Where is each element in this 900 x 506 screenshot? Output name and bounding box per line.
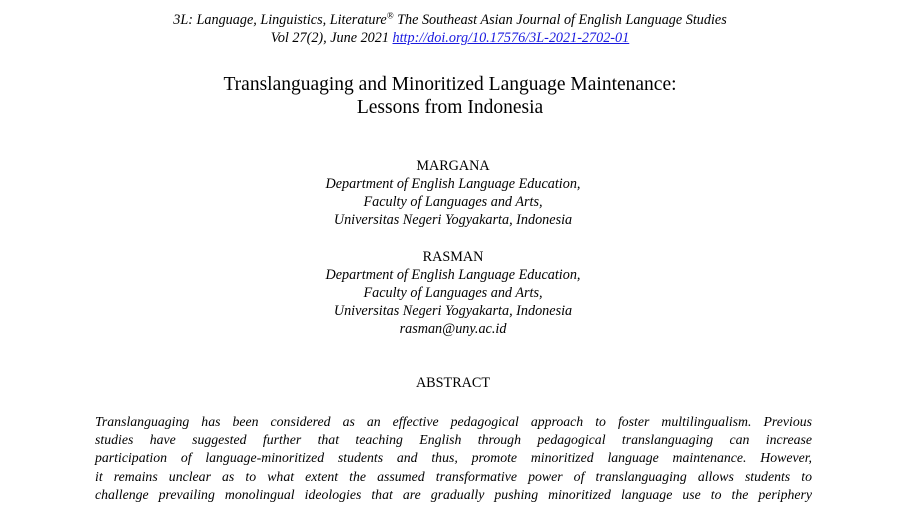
author-affiliation-line: Universitas Negeri Yogyakarta, Indonesia [333, 303, 573, 319]
author-affiliation-line: Faculty of Languages and Arts, [363, 285, 543, 301]
abstract-line: it remains unclear as to what extent the assumed transformative power of translanguaging allows students to [95, 468, 812, 484]
author-affiliation-line: Universitas Negeri Yogyakarta, Indonesia [333, 212, 573, 228]
author-block [0, 157, 900, 229]
title-line-2: Lessons from Indonesia [356, 97, 544, 118]
journal-volume: Vol 27(2), June 2021 [270, 30, 393, 46]
author-affiliation-line: Faculty of Languages and Arts, [363, 194, 543, 210]
registered-mark: ® [386, 10, 394, 21]
author-email: rasman@uny.ac.id [399, 321, 507, 337]
journal-header [0, 11, 900, 47]
title-line-1: Translanguaging and Minoritized Language Maintenance: [223, 74, 677, 95]
abstract-line: studies have suggested further that teaching English through pedagogical translanguaging can increase [95, 432, 812, 448]
abstract-line: Translanguaging has been considered as an effective pedagogical approach to foster multilingualism. Previous [95, 414, 812, 429]
journal-volume-line [0, 29, 900, 47]
paper-title [0, 73, 900, 119]
author-name: RASMAN [422, 249, 484, 265]
author-name: MARGANA [416, 158, 490, 174]
journal-subtitle: The Southeast Asian Journal of English Language Studies [393, 12, 727, 28]
abstract-heading: ABSTRACT [415, 375, 491, 391]
journal-name: 3L: Language, Linguistics, Literature [173, 12, 387, 28]
author-affiliation-line: Department of English Language Education, [325, 176, 581, 192]
author-block [0, 248, 900, 338]
abstract-line: challenge prevailing monolingual ideologies that are gradually pushing minoritized language use to the periphery [95, 486, 812, 502]
author-affiliation-line: Department of English Language Education, [325, 267, 581, 283]
doi-link[interactable]: http://doi.org/10.17576/3L-2021-2702-01 [392, 30, 630, 46]
abstract-body [95, 413, 812, 504]
journal-name-line [0, 11, 900, 29]
abstract-line: participation of language-minoritized students and thus, promote minoritized language maintenance. However, [95, 450, 812, 466]
